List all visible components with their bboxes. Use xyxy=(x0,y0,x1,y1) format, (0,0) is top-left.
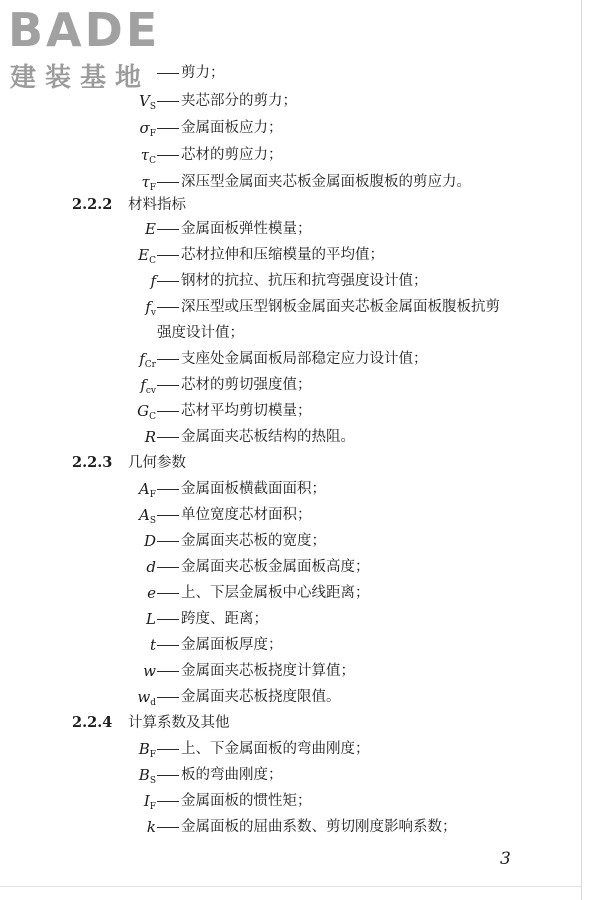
entry-row xyxy=(0,815,600,839)
entry-symbol: $G_C$ xyxy=(137,402,156,422)
entry-description: 上、下层金属板中心线距离； xyxy=(181,585,370,601)
entry-row xyxy=(0,659,600,683)
entry-description: 金属面夹芯板的宽度； xyxy=(181,533,326,549)
entry-row xyxy=(0,581,600,605)
entry-dash xyxy=(157,385,179,386)
entry-description: 芯材的剪切强度值； xyxy=(181,377,312,393)
entry-description: 深压型或压型钢板金属面夹芯板金属面板腹板抗剪 xyxy=(181,299,500,315)
entry-description: 芯材平均剪切模量； xyxy=(181,403,312,419)
entry-dash xyxy=(157,619,179,620)
entry-description: 金属面板的惯性矩； xyxy=(181,793,312,809)
entry-row xyxy=(0,633,600,657)
section-heading-geometry xyxy=(72,451,186,475)
entry-description: 金属面夹芯板挠度计算值； xyxy=(181,663,355,679)
entry-row xyxy=(0,763,600,787)
entry-row xyxy=(0,269,600,293)
section-title: 材料指标 xyxy=(128,197,186,213)
entry-description: 上、下金属面板的弯曲刚度； xyxy=(181,741,370,757)
entry-dash xyxy=(157,801,179,802)
entry-row xyxy=(0,217,600,241)
entry-row xyxy=(0,477,600,501)
entry-description: 金属面夹芯板结构的热阻。 xyxy=(181,429,355,445)
entry-row xyxy=(0,737,600,761)
entry-row xyxy=(0,295,600,319)
entry-symbol: $B_F$ xyxy=(138,740,156,760)
entry-description: 金属面夹芯板挠度限值。 xyxy=(181,689,341,705)
entry-description: 金属面板厚度； xyxy=(181,637,283,653)
entry-symbol: $\tau_F$ xyxy=(141,173,156,193)
entry-symbol: $\sigma_F$ xyxy=(139,119,156,139)
entry-dash xyxy=(157,515,179,516)
entry-dash xyxy=(157,229,179,230)
entry-dash xyxy=(157,827,179,828)
entry-description: 夹芯部分的剪力； xyxy=(181,93,297,109)
entry-row xyxy=(0,143,600,167)
entry-symbol: $V_S$ xyxy=(138,92,156,112)
watermark-subtitle: 建装基地 xyxy=(10,63,151,93)
entry-dash xyxy=(157,567,179,568)
section-heading-coefficients xyxy=(72,711,230,735)
entry-row xyxy=(0,373,600,397)
watermark-logo xyxy=(8,4,178,96)
entry-dash xyxy=(157,182,179,183)
entry-description: 芯材拉伸和压缩模量的平均值； xyxy=(181,247,384,263)
entry-row xyxy=(0,555,600,579)
entry-symbol: $A_S$ xyxy=(138,506,156,526)
entry-row xyxy=(0,789,600,813)
entry-description: 芯材的剪应力； xyxy=(181,147,283,163)
entry-dash xyxy=(157,307,179,308)
entry-symbol: $f_{Cr}$ xyxy=(139,350,156,370)
entry-description: 金属面板横截面面积； xyxy=(181,481,326,497)
entry-dash xyxy=(157,775,179,776)
entry-row xyxy=(0,243,600,267)
section-number: 2.2.2 xyxy=(72,196,113,213)
entry-description: 板的弯曲刚度； xyxy=(181,767,283,783)
entry-description: 金属面板应力； xyxy=(181,120,283,136)
section-title: 计算系数及其他 xyxy=(128,715,230,731)
entry-symbol: d xyxy=(146,558,156,576)
entry-symbol: L xyxy=(146,610,156,628)
entry-dash xyxy=(157,697,179,698)
entry-dash xyxy=(157,128,179,129)
entry-description: 钢材的抗拉、抗压和抗弯强度设计值； xyxy=(181,273,428,289)
entry-dash xyxy=(157,411,179,412)
entry-dash xyxy=(157,101,179,102)
entry-row xyxy=(0,399,600,423)
page-bottom-edge xyxy=(0,886,582,887)
entry-description: 金属面板的屈曲系数、剪切刚度影响系数； xyxy=(181,819,457,835)
entry-symbol: e xyxy=(147,584,156,602)
section-title: 几何参数 xyxy=(128,455,186,471)
entry-symbol: $f_v$ xyxy=(145,298,156,318)
entry-symbol: $A_F$ xyxy=(138,480,156,500)
entry-dash xyxy=(157,437,179,438)
entry-description: 单位宽度芯材面积； xyxy=(181,507,312,523)
entry-symbol: R xyxy=(144,428,156,446)
entry-symbol: t xyxy=(149,636,156,654)
section-heading-material xyxy=(72,193,186,217)
entry-symbol: $I_F$ xyxy=(143,792,156,812)
entry-dash xyxy=(157,489,179,490)
entry-dash xyxy=(157,541,179,542)
entry-description: 深压型金属面夹芯板金属面板腹板的剪应力。 xyxy=(181,174,471,190)
entry-symbol: E xyxy=(145,220,156,238)
entry-dash xyxy=(157,749,179,750)
entry-row xyxy=(0,425,600,449)
entry-symbol: w xyxy=(143,662,156,680)
entry-symbol: f xyxy=(150,272,156,290)
entry-dash xyxy=(157,255,179,256)
section-number: 2.2.4 xyxy=(72,714,113,731)
entry-symbol: $w_d$ xyxy=(137,688,156,708)
entry-row xyxy=(0,607,600,631)
entry-description-continuation: 强度设计值； xyxy=(157,325,244,341)
entry-row xyxy=(0,347,600,371)
entry-row xyxy=(0,170,600,194)
section-number: 2.2.3 xyxy=(72,454,113,471)
entry-dash xyxy=(157,645,179,646)
entry-description: 金属面板弹性模量； xyxy=(181,221,312,237)
entry-symbol: $\tau_C$ xyxy=(140,146,156,166)
entry-row xyxy=(0,116,600,140)
entry-description: 金属面夹芯板金属面板高度； xyxy=(181,559,370,575)
entry-description: 剪力； xyxy=(181,65,225,81)
entry-description: 支座处金属面板局部稳定应力设计值； xyxy=(181,351,428,367)
page-number: 3 xyxy=(500,849,511,869)
entry-row xyxy=(0,503,600,527)
entry-dash xyxy=(157,281,179,282)
entry-row xyxy=(0,529,600,553)
entry-dash xyxy=(157,359,179,360)
entry-row xyxy=(0,685,600,709)
entry-symbol: $B_S$ xyxy=(138,766,156,786)
entry-symbol: D xyxy=(143,532,156,550)
entry-dash xyxy=(157,155,179,156)
entry-dash xyxy=(157,593,179,594)
watermark-brand: BADE xyxy=(8,3,161,57)
entry-symbol: $E_C$ xyxy=(138,246,156,266)
entry-row-continuation xyxy=(0,321,600,345)
entry-symbol: $f_{cv}$ xyxy=(140,376,156,396)
entry-symbol: k xyxy=(146,818,156,836)
entry-description: 跨度、距离； xyxy=(181,611,268,627)
entry-dash xyxy=(157,671,179,672)
